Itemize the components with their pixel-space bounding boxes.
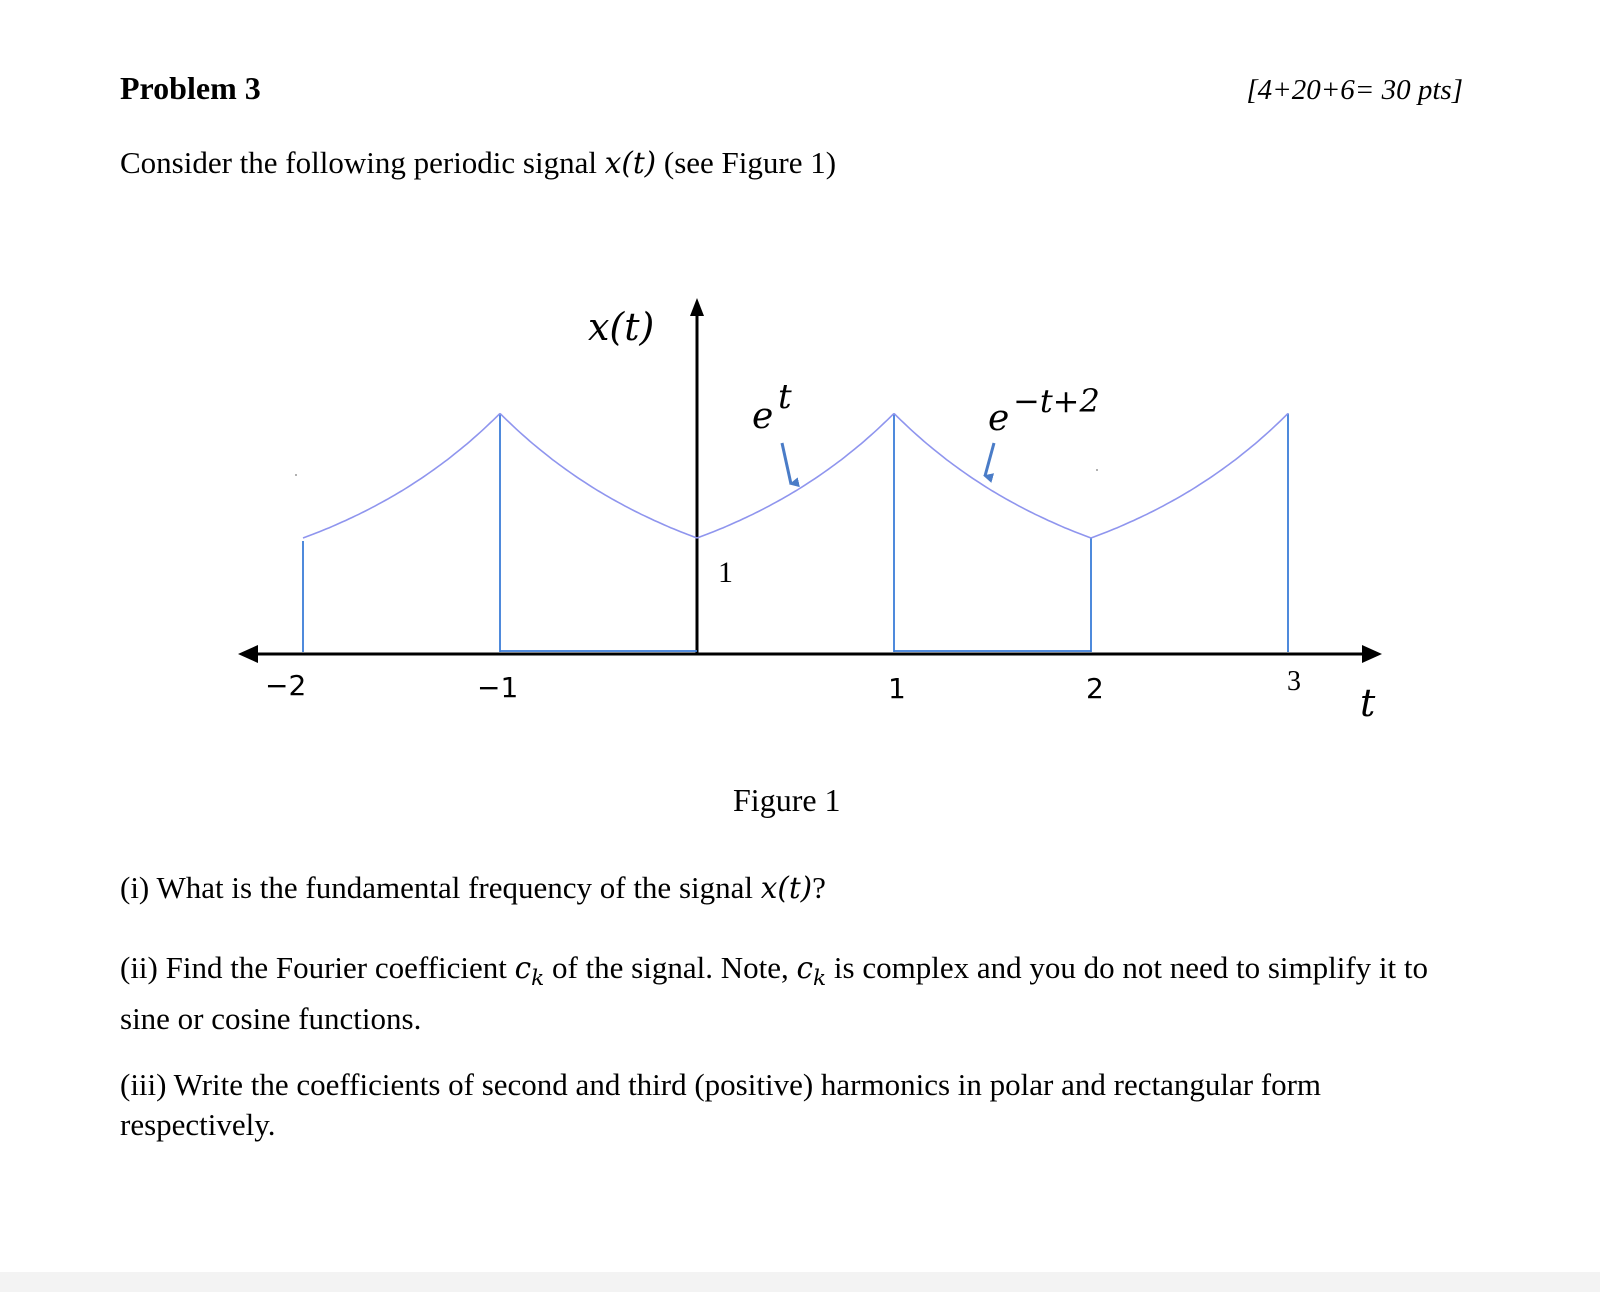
question-1 (120, 868, 1480, 908)
annotation-rising-base: e (752, 396, 774, 437)
annotation-falling-base: e (988, 398, 1010, 439)
problem-title: Problem 3 (120, 70, 261, 106)
x-tick-label: 1 (888, 672, 906, 705)
annotation-rising-exponent: t (778, 377, 792, 417)
curve-rising (303, 413, 500, 538)
q1-after: ? (812, 870, 826, 905)
intro-signal: x(t) (604, 146, 657, 180)
x-axis-right-arrowhead (1362, 645, 1382, 663)
q1-signal: x(t) (760, 871, 813, 905)
q2-coef2: c (796, 951, 813, 985)
q2-mid: of the signal. Note, (544, 950, 797, 985)
bar-lines (303, 413, 1288, 652)
stray-dot (295, 474, 297, 476)
intro-after: (see Figure 1) (656, 145, 837, 180)
bottom-bar (0, 1272, 1600, 1292)
annotation-falling-exponent: −t+2 (1013, 382, 1100, 420)
x-tick-label: 3 (1287, 666, 1301, 697)
q2-coef1-sub: k (531, 966, 545, 992)
x-tick-label: 2 (1086, 672, 1104, 705)
x-tick-label: −2 (265, 669, 307, 702)
arrow-falling (985, 443, 994, 476)
y-axis-arrowhead (690, 298, 704, 316)
q2-coef2-sub: k (813, 966, 827, 992)
points-label: [4+20+6= 30 pts] (1246, 74, 1463, 106)
curve-rising (697, 413, 894, 538)
curve-rising (1091, 413, 1288, 538)
question-2 (120, 948, 1480, 1039)
q2-after: is complex and you do not need to simplify it to sine or cosine functions. (120, 950, 1429, 1037)
question-3: (iii) Write the coefficients of second and third (positive) harmonics in polar and rectangular form respectively. (120, 1067, 1322, 1142)
figure-caption: Figure 1 (733, 782, 841, 818)
y-axis-label: x(t) (588, 305, 655, 349)
q2-coef1: c (514, 951, 532, 985)
stray-dot (1096, 469, 1098, 471)
arrow-rising (782, 443, 791, 484)
x-tick-label: −1 (477, 671, 519, 704)
y-tick-label: 1 (718, 556, 733, 589)
curve-lines (303, 413, 1288, 538)
x-axis-left-arrowhead (238, 645, 258, 663)
intro-before: Consider the following periodic signal (120, 145, 605, 180)
curve-falling (500, 413, 697, 538)
q2-before: (ii) Find the Fourier coefficient (120, 950, 515, 985)
q1-before: (i) What is the fundamental frequency of the signal (120, 870, 761, 905)
x-axis-label: t (1360, 681, 1376, 725)
